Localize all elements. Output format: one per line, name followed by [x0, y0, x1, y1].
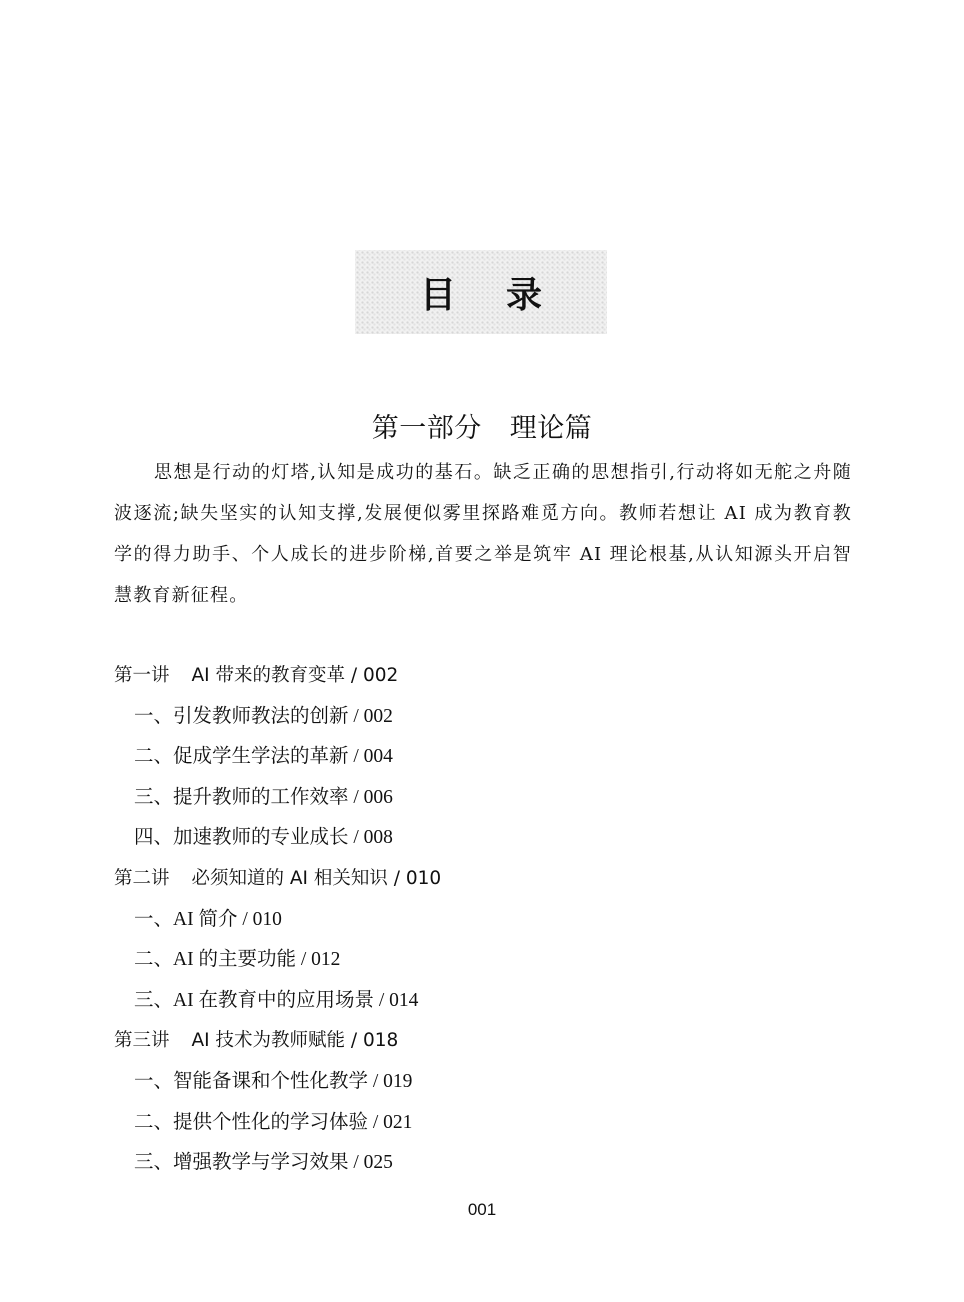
toc-section[interactable]: 一、智能备课和个性化教学 / 019 [134, 1070, 413, 1092]
toc-section[interactable]: 一、引发教师教法的创新 / 002 [134, 705, 393, 727]
toc-title-char-1: 目 [419, 274, 456, 316]
toc-lecture-1[interactable] [114, 656, 874, 697]
lecture-title: 必须知道的 AI 相关知识 / 010 [191, 867, 442, 889]
toc-title-char-2: 录 [506, 274, 543, 316]
toc-section[interactable]: 二、提供个性化的学习体验 / 021 [134, 1111, 413, 1133]
page-number: 001 [467, 1200, 497, 1219]
part-heading [0, 406, 964, 445]
lecture-title: AI 技术为教师赋能 / 018 [191, 1030, 399, 1052]
toc-section[interactable]: 四、加速教师的专业成长 / 008 [134, 827, 393, 849]
toc-lecture-2[interactable] [114, 859, 874, 900]
toc-section[interactable]: 一、AI 简介 / 010 [134, 908, 282, 930]
part-number: 第一部分 [371, 413, 482, 444]
lecture-title: AI 带来的教育变革 / 002 [191, 665, 399, 686]
intro-paragraph: 思想是行动的灯塔,认知是成功的基石。缺乏正确的思想指引,行动将如无舵之舟随波逐流;缺失坚实的认知支撑,发展便似雾里探路难觅方向。教师若想让 AI 成为教育教学的得力助手、个人成长的进步阶梯,首要之举是筑牢 AI 理论根基,从认知源头开启智慧教育新征程。 [114, 462, 852, 606]
lecture-number: 第二讲 [114, 867, 170, 889]
table-of-contents [114, 656, 874, 1184]
part-name: 理论篇 [509, 413, 593, 444]
toc-lecture-3[interactable] [114, 1021, 874, 1062]
toc-section[interactable]: 三、增强教学与学习效果 / 025 [134, 1152, 393, 1174]
toc-title-box [355, 250, 607, 334]
lecture-number: 第三讲 [114, 1030, 170, 1052]
toc-section[interactable]: 三、提升教师的工作效率 / 006 [134, 786, 393, 808]
toc-title [420, 267, 542, 318]
toc-section[interactable]: 三、AI 在教育中的应用场景 / 014 [134, 989, 419, 1011]
lecture-number: 第一讲 [114, 665, 170, 686]
toc-section[interactable]: 二、AI 的主要功能 / 012 [134, 949, 341, 971]
toc-section[interactable]: 二、促成学生学法的革新 / 004 [134, 746, 393, 768]
